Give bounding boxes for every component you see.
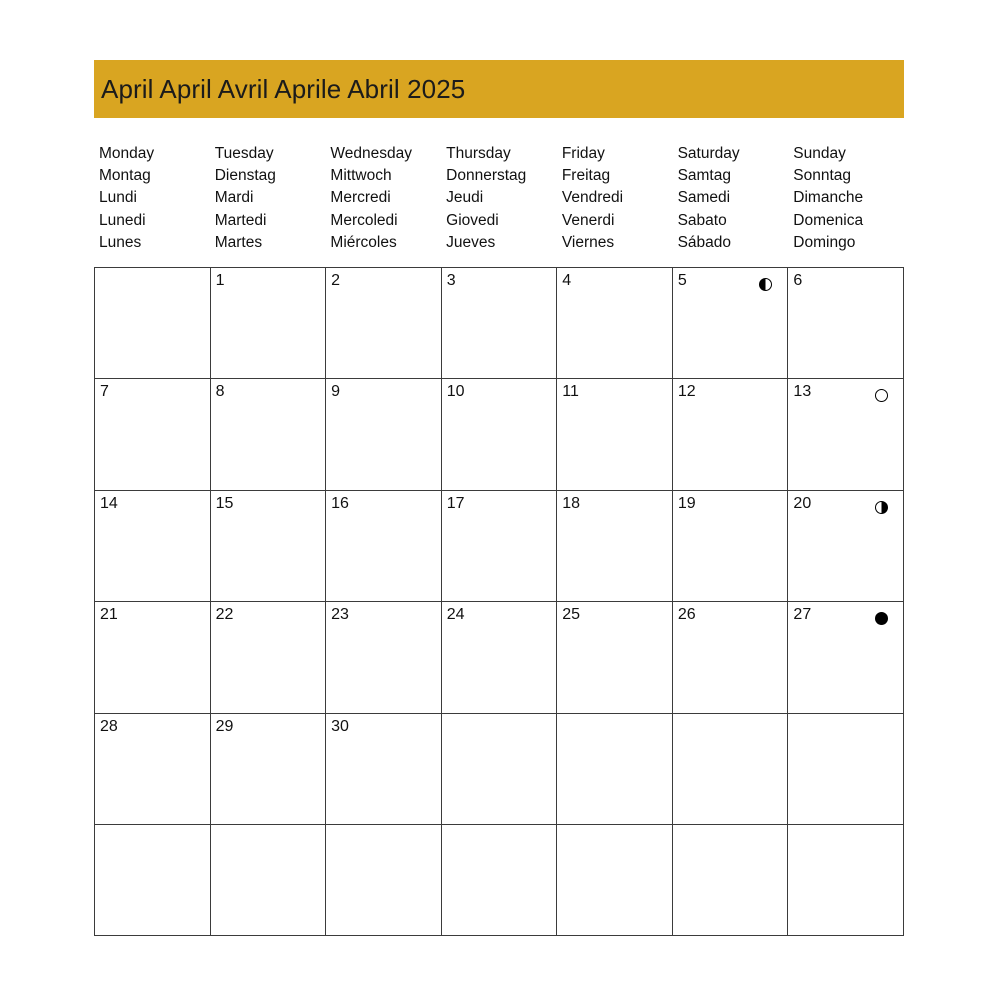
day-cell[interactable] bbox=[673, 379, 789, 490]
calendar bbox=[94, 60, 904, 936]
day-number: 30 bbox=[331, 717, 349, 735]
day-cell-empty bbox=[557, 714, 673, 825]
day-cell[interactable] bbox=[95, 379, 211, 490]
day-number: 12 bbox=[677, 383, 696, 401]
weekday-name-english: Sunday bbox=[793, 145, 846, 162]
weekday-name-spanish: Viernes bbox=[561, 233, 615, 251]
day-cell[interactable] bbox=[326, 602, 442, 713]
day-cell[interactable] bbox=[211, 602, 327, 713]
day-cell[interactable] bbox=[673, 602, 789, 713]
day-cell-empty bbox=[95, 825, 211, 936]
day-cell[interactable] bbox=[442, 491, 558, 602]
day-cell-empty bbox=[557, 825, 673, 936]
calendar-day-grid bbox=[94, 267, 904, 936]
day-cell[interactable] bbox=[326, 379, 442, 490]
weekday-name-english: Monday bbox=[99, 145, 155, 162]
day-cell[interactable] bbox=[211, 379, 327, 490]
day-number: 24 bbox=[446, 606, 465, 624]
weekday-column-thursday bbox=[441, 143, 557, 254]
day-number: 4 bbox=[562, 272, 572, 290]
day-cell[interactable] bbox=[557, 491, 673, 602]
full-moon-icon bbox=[875, 389, 888, 402]
weekday-name-english: Thursday bbox=[446, 145, 511, 162]
day-cell[interactable] bbox=[557, 379, 673, 490]
day-number: 23 bbox=[331, 606, 349, 624]
day-number: 21 bbox=[100, 606, 118, 624]
calendar-title-bar bbox=[94, 60, 904, 118]
day-cell[interactable] bbox=[788, 379, 904, 490]
day-cell[interactable] bbox=[326, 714, 442, 825]
day-cell[interactable] bbox=[673, 491, 789, 602]
weekday-name-french: Dimanche bbox=[793, 189, 864, 207]
day-number: 22 bbox=[215, 606, 234, 624]
page-title: April April Avril Aprile Abril 2025 bbox=[101, 74, 466, 104]
day-number: 28 bbox=[100, 717, 118, 735]
day-cell-empty bbox=[673, 714, 789, 825]
day-number: 7 bbox=[100, 383, 109, 401]
day-number: 8 bbox=[215, 383, 225, 401]
day-cell[interactable] bbox=[442, 268, 558, 379]
weekday-name-spanish: Domingo bbox=[793, 233, 856, 251]
day-number: 6 bbox=[793, 272, 803, 290]
day-number: 27 bbox=[793, 606, 812, 624]
day-number: 14 bbox=[100, 494, 118, 512]
day-number: 15 bbox=[215, 494, 234, 512]
day-cell[interactable] bbox=[557, 602, 673, 713]
day-number: 5 bbox=[677, 272, 687, 290]
weekday-name-spanish: Lunes bbox=[99, 233, 142, 251]
day-number: 19 bbox=[677, 494, 696, 512]
weekday-name-english: Saturday bbox=[677, 145, 740, 162]
weekday-name-german: Montag bbox=[99, 167, 151, 185]
day-number: 26 bbox=[677, 606, 696, 624]
day-cell-empty bbox=[788, 714, 904, 825]
weekday-column-friday bbox=[557, 143, 673, 254]
day-number: 18 bbox=[562, 494, 581, 512]
weekday-column-monday bbox=[94, 143, 210, 254]
weekday-name-italian: Giovedi bbox=[446, 211, 499, 229]
day-cell[interactable] bbox=[211, 268, 327, 379]
weekday-name-spanish: Martes bbox=[214, 233, 263, 251]
day-number: 25 bbox=[562, 606, 581, 624]
weekday-name-italian: Sabato bbox=[677, 211, 727, 229]
day-cell[interactable] bbox=[673, 268, 789, 379]
day-cell[interactable] bbox=[211, 714, 327, 825]
weekday-name-french: Mercredi bbox=[330, 189, 391, 207]
day-cell[interactable] bbox=[326, 491, 442, 602]
day-cell[interactable] bbox=[442, 602, 558, 713]
weekday-column-tuesday bbox=[210, 143, 326, 254]
weekday-column-sunday bbox=[788, 143, 904, 254]
weekday-name-french: Jeudi bbox=[446, 189, 484, 207]
day-number: 17 bbox=[446, 494, 465, 512]
day-cell[interactable] bbox=[788, 268, 904, 379]
day-cell[interactable] bbox=[442, 379, 558, 490]
day-cell[interactable] bbox=[211, 491, 327, 602]
weekday-name-german: Donnerstag bbox=[446, 167, 527, 185]
weekday-name-german: Samtag bbox=[677, 167, 731, 185]
weekday-column-saturday bbox=[673, 143, 789, 254]
weekday-name-italian: Venerdi bbox=[561, 211, 615, 229]
day-number: 11 bbox=[562, 383, 579, 401]
day-number: 10 bbox=[446, 383, 465, 401]
day-number: 20 bbox=[793, 494, 812, 512]
day-cell-empty bbox=[442, 825, 558, 936]
weekday-name-english: Friday bbox=[561, 145, 605, 162]
day-cell-empty bbox=[211, 825, 327, 936]
day-number: 16 bbox=[331, 494, 349, 512]
day-cell[interactable] bbox=[788, 602, 904, 713]
weekday-name-italian: Mercoledi bbox=[330, 211, 398, 229]
weekday-name-german: Freitag bbox=[561, 167, 611, 185]
weekday-name-english: Wednesday bbox=[330, 145, 412, 162]
weekday-name-italian: Martedi bbox=[214, 211, 267, 229]
weekday-name-french: Vendredi bbox=[561, 189, 624, 207]
day-number: 29 bbox=[215, 717, 234, 735]
weekday-name-french: Mardi bbox=[214, 189, 254, 207]
weekday-name-english: Tuesday bbox=[214, 145, 274, 162]
weekday-name-spanish: Sábado bbox=[677, 233, 732, 251]
weekday-name-italian: Domenica bbox=[793, 211, 864, 229]
day-number: 13 bbox=[793, 383, 812, 401]
day-cell-empty bbox=[95, 268, 211, 379]
day-cell-empty bbox=[326, 825, 442, 936]
last-quarter-moon-icon bbox=[875, 501, 888, 514]
weekday-name-french: Lundi bbox=[99, 189, 137, 207]
day-cell[interactable] bbox=[95, 602, 211, 713]
day-cell-empty bbox=[788, 825, 904, 936]
day-number: 9 bbox=[331, 383, 341, 401]
day-cell[interactable] bbox=[95, 714, 211, 825]
day-cell[interactable] bbox=[326, 268, 442, 379]
day-number: 2 bbox=[331, 272, 341, 290]
weekday-column-wednesday bbox=[325, 143, 441, 254]
weekday-name-french: Samedi bbox=[677, 189, 731, 207]
first-quarter-moon-icon bbox=[759, 278, 772, 291]
new-moon-icon bbox=[875, 612, 888, 625]
weekday-name-italian: Lunedi bbox=[99, 211, 146, 229]
weekday-name-german: Sonntag bbox=[793, 167, 852, 185]
day-cell[interactable] bbox=[788, 491, 904, 602]
day-number: 1 bbox=[215, 272, 225, 290]
day-cell-empty bbox=[673, 825, 789, 936]
day-cell-empty bbox=[442, 714, 558, 825]
weekday-name-spanish: Jueves bbox=[446, 233, 496, 251]
day-cell[interactable] bbox=[557, 268, 673, 379]
weekday-name-german: Dienstag bbox=[214, 167, 276, 185]
weekday-header-row bbox=[94, 118, 904, 267]
weekday-name-spanish: Miércoles bbox=[330, 233, 397, 251]
day-number: 3 bbox=[446, 272, 456, 290]
day-cell[interactable] bbox=[95, 491, 211, 602]
weekday-name-german: Mittwoch bbox=[330, 167, 392, 185]
